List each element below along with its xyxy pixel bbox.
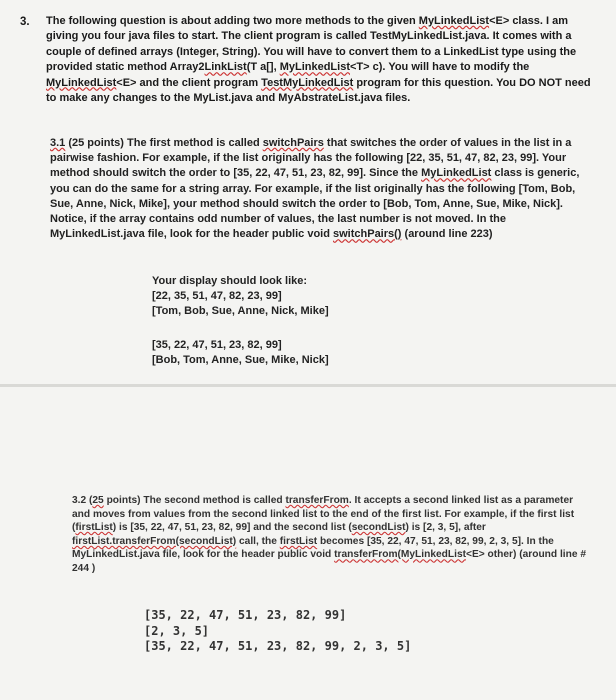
display-line: [Tom, Bob, Sue, Anne, Nick, Mike] [152,305,329,317]
output-line: [2, 3, 5] [144,623,210,638]
part2-code: firstList [75,522,113,534]
intro-text: <T> c). You will have to modify the [350,61,530,74]
display-line: [22, 35, 51, 47, 82, 23, 99] [152,290,282,302]
part2-output [144,608,411,655]
part1-description [50,136,590,242]
intro-code: MyLinkedList [46,76,117,89]
display-line: [35, 22, 47, 51, 23, 82, 99] [152,339,282,351]
intro-code: MyLinkedList [279,61,350,74]
part1-text: class is generic, you can do the same for a string array. For example, if the list originally has the following [Tom, Bob, Sue, Anne, Nick, Mike], your method should switch the order to [Bob, Tom, Anne, Sue, Mike, Nick]. Notice, if the array contains odd number of values, the last number is not moved. In the MyLinkedList.java file, look for the header public void [50,167,580,241]
part1-code: MyLinkedList [421,167,492,180]
part1-code: switchPairs() [333,228,402,241]
part2-text: points) The second method is called [103,495,286,506]
part1-text: (25 points) The first method is called [65,137,263,149]
part2-code: firstList [279,535,318,547]
intro-code: MyLinkedList [418,15,490,27]
intro-code: TestMyLinkedList [261,76,354,89]
intro-text: (T a[], [246,61,280,74]
question-intro [46,14,594,106]
output-line: [35, 22, 47, 51, 23, 82, 99, 2, 3, 5] [144,639,412,653]
question-number: 3. [20,16,30,28]
part2-code: transferFrom(MyLinkedList [334,549,466,561]
section-divider [0,384,616,387]
intro-text: program for this question. You DO NOT need to make any changes to the MyList.java and MyAbstrateList.java files. [46,76,591,105]
intro-text: <E> class. I am giving you four java files to start. The client program is called TestMyLinkedList.java. It comes with a couple of defined arrays (Integer, String). You will have to convert them to a LinkedList type using the provided static method Array2 [46,15,577,74]
display-label: Your display should look like: [152,275,308,287]
part2-description [72,494,592,576]
part2-text: call, the [236,535,280,547]
part2-code: secondList [351,522,406,534]
intro-code: LinkList [204,61,247,74]
part2-text: . It accepts a second linked list as a parameter and moves from values from the second linked list to the end of the first list. For example, if the first list ( [72,495,575,534]
part1-display-after [152,338,512,368]
display-line: [Bob, Tom, Anne, Sue, Mike, Nick] [152,354,329,366]
part1-display-before [152,274,512,319]
part2-text: becomes [35, 22, 47, 51, 23, 82, 99, 2, 3, 5]. In the MyLinkedList.java file, look for the header public void [72,535,554,561]
part2-text: ) is [35, 22, 47, 51, 23, 82, 99] and the second list ( [112,522,352,534]
intro-text: <E> and the client program [116,76,262,89]
part2-text: <E> other) (around line # 244 ) [72,549,587,574]
part1-text: that switches the order of values in the list in a pairwise fashion. For example, if the list originally has the following [22, 35, 51, 47, 82, 23, 99]. Your method should switch the order to [35, 22, 47, 51, 23, 82, 99]. Since the [50,137,572,180]
part1-number: 3.1 [50,137,66,149]
intro-text: The following question is about adding two more methods to the given [46,15,419,27]
part2-code: firstList.transferFrom(secondList) [72,535,237,547]
part2-number: 3.2 ( [72,495,93,506]
part1-text: (around line 223) [401,228,493,241]
part2-code: transferFrom [285,495,349,506]
part1-code: switchPairs [262,137,324,149]
part2-code: 25 [92,495,104,506]
part2-text: ) is [2, 3, 5], after [405,522,486,534]
output-line: [35, 22, 47, 51, 23, 82, 99] [144,608,347,622]
